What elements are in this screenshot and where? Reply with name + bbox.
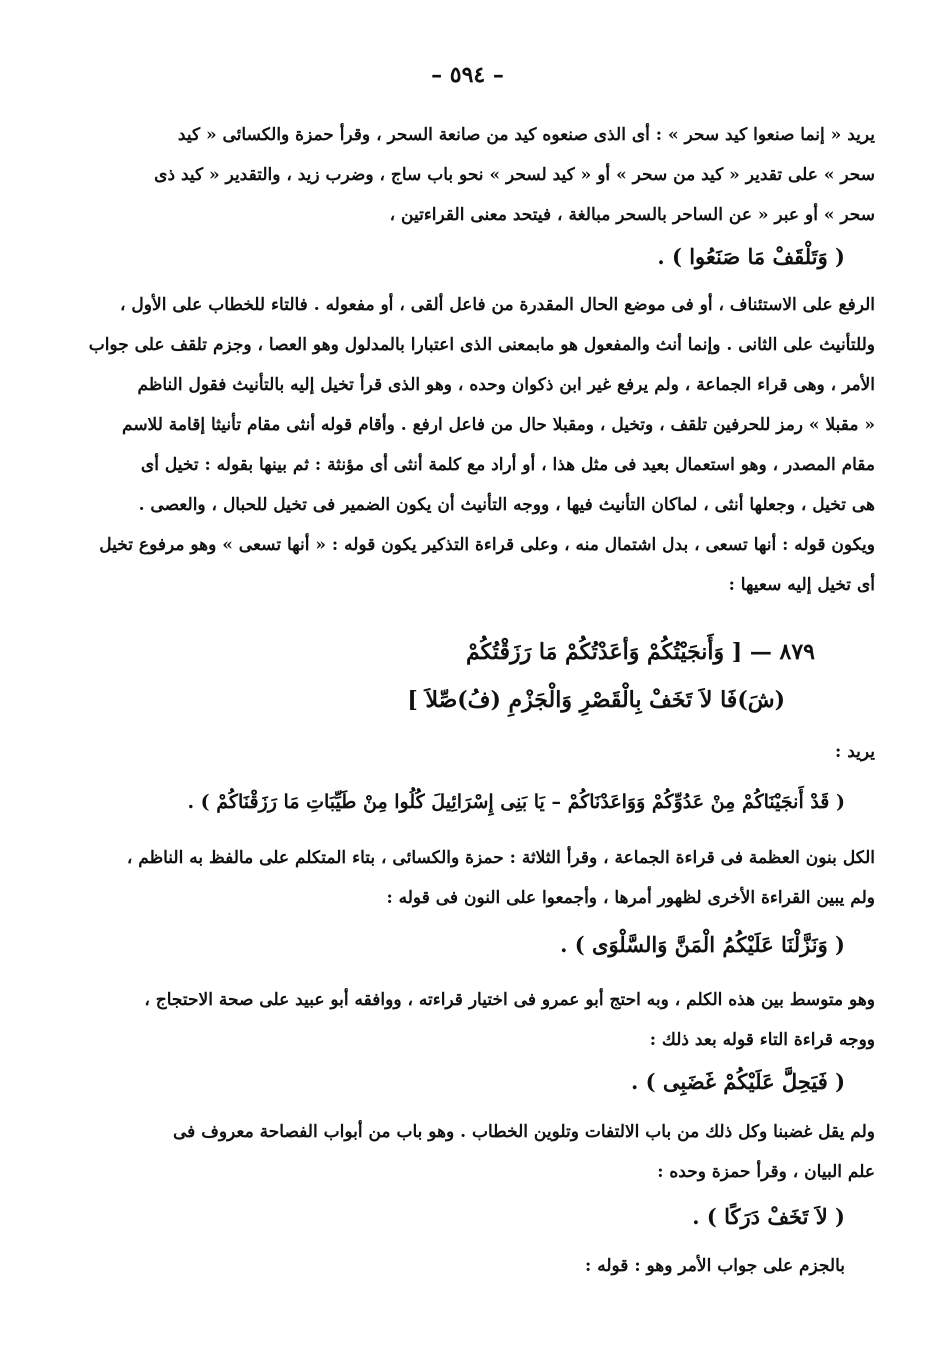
quran-quote-nazzalna: ( وَنَزَّلْنَا عَلَيْكُمُ الْمَنَّ وَالسَّلْوَى ) .: [560, 932, 845, 957]
text-line: وللتأنيث على الثانى . وإنما أنث والمفعول هو مابمعنى الذى اعتبارا بالمدلول وهو العصا ، وجزم تلقف على جواب: [88, 335, 875, 355]
text-line: يريد « إنما صنعوا كيد سحر » : أى الذى صنعوه كيد من صانعة السحر ، وقرأ حمزة والكسائى « كيد: [177, 125, 875, 145]
paragraph-sihr: [60, 115, 875, 235]
text-line: سحر » أو عبر « عن الساحر بالسحر مبالغة ، فيتحد معنى القراءتين ،: [389, 205, 875, 225]
quran-quote-yahilla: ( فَيَحِلَّ عَلَيْكُمْ غَضَبِى ) .: [631, 1069, 845, 1094]
text-line: بالجزم على جواب الأمر وهو : قوله :: [585, 1256, 845, 1276]
text-line: مقام المصدر ، وهو استعمال بعيد فى مثل هذا ، أو أراد مع كلمة أنثى أى مؤنثة : ثم بينها بقوله : تخيل أى: [140, 455, 875, 475]
paragraph-kull: [60, 838, 875, 918]
paragraph-jazm: [60, 1246, 845, 1286]
text-line: يريد :: [835, 742, 875, 762]
poem-verse-line-1: [466, 632, 815, 672]
text-line: أى تخيل إليه سعيها :: [728, 575, 875, 595]
text-line: هى تخيل ، وجعلها أنثى ، لماكان التأنيث فيها ، ووجه التأنيث أن يكون الضمير فى تخيل للحبال ، والعصى .: [138, 495, 875, 515]
quran-quote-la-takhaf: ( لاَ تَخَفْ دَرَكًا ) .: [692, 1204, 845, 1229]
paragraph-raf: [60, 285, 875, 605]
text-line: « مقبلا » رمز للحرفين تلقف ، وتخيل ، ومقبلا حال من فاعل ارفع . وأقام قوله أنثى مقام تأنيثا إقامة للاسم: [122, 415, 875, 435]
paragraph-iltifat: [60, 1112, 875, 1192]
poem-hemistich-1: [ وَأَنجَيْتُكُمْ وَأعَدْتُكُمْ مَا رَزَقْتُكُمْ: [466, 639, 743, 665]
text-line: الأمر ، وهى قراء الجماعة ، ولم يرفع غير ابن ذكوان وحده ، وهو الذى قرأ تخيل إليه بالتأنيث فقول الناظم: [137, 375, 875, 395]
page-number: – ٥٩٤ –: [431, 62, 504, 88]
text-line: وهو متوسط بين هذه الكلم ، وبه احتج أبو عمرو فى اختيار قراءته ، ووافقه أبو عبيد على صحة الاحتجاج ،: [144, 990, 875, 1010]
quran-quote-anjaynakum: ( قَدْ أَنجَيْنَاكُمْ مِنْ عَدُوِّكُمْ وَوَاعَدْنَاكُمْ – يَا بَنِى إِسْرَائِيلَ كُلُوا مِنْ طَيِّبَاتِ مَا رَزَقْنَاكُمْ ) .: [187, 791, 845, 813]
text-line: ووجه قراءة التاء قوله بعد ذلك :: [649, 1030, 875, 1050]
text-line: ولم يبين القراءة الأخرى لظهور أمرها ، وأجمعوا على النون فى قوله :: [386, 888, 875, 908]
text-line: الرفع على الاستئناف ، أو فى موضع الحال المقدرة من فاعل ألقى ، أو مفعوله . فالتاء للخطاب على الأول ،: [120, 295, 875, 315]
text-line: علم البيان ، وقرأ حمزة وحده :: [657, 1162, 875, 1182]
text-line: الكل بنون العظمة فى قراءة الجماعة ، وقرأ الثلاثة : حمزة والكسائى ، بتاء المتكلم على مالفظ به الناظم ،: [126, 848, 875, 868]
paragraph-mutawassit: [60, 980, 875, 1060]
yurid-label: [60, 732, 875, 772]
poem-verse-line-2: (شَ)فَا لاَ تَخَفْ بِالْقَصْرِ وَالْجَزْمِ (فُ)صِّلاَ ]: [407, 687, 785, 713]
poem-verse-number: ٨٧٩ —: [749, 639, 815, 665]
text-line: ولم يقل غضبنا وكل ذلك من باب الالتفات وتلوين الخطاب . وهو باب من أبواب الفصاحة معروف فى: [172, 1122, 875, 1142]
text-line: ويكون قوله : أنها تسعى ، بدل اشتمال منه ، وعلى قراءة التذكير يكون قوله : « أنها تسعى » وهو مرفوع تخيل: [99, 535, 875, 555]
quran-quote-talqaf: ( وَتَلْقَفْ مَا صَنَعُوا ) .: [657, 244, 845, 269]
text-line: سحر » على تقدير « كيد من سحر » أو « كيد لسحر » نحو باب ساج ، وضرب زيد ، والتقدير « كيد ذى: [154, 165, 875, 185]
